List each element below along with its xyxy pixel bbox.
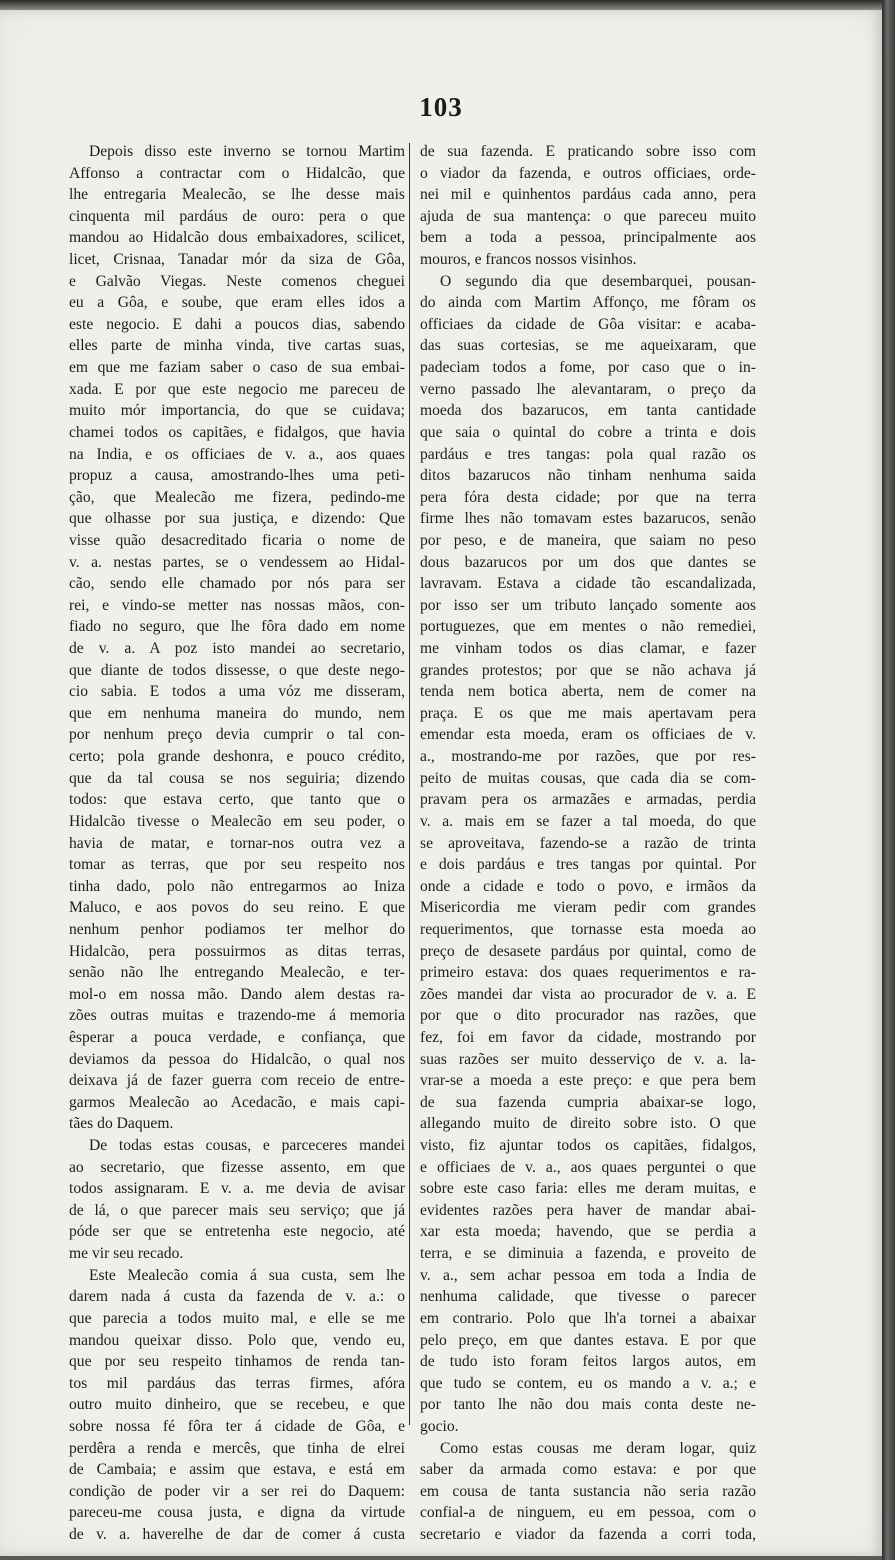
text-line: chamei todos os capitães, e fidalgos, que havia: [69, 423, 405, 441]
text-line: peito de muitas cousas, que cada dia se com-: [420, 769, 756, 787]
text-line: tinha dado, polo não entregarmos ao Iniza: [69, 877, 405, 895]
text-line: das suas cortesias, se me aqueixaram, que: [420, 337, 756, 355]
text-line: que em nenhuma maneira do mundo, nem: [69, 704, 405, 722]
text-line: secretario e viador da fazenda a corri toda,: [420, 1526, 756, 1543]
text-line: ção, que Mealecão me fizera, pedindo-me: [69, 488, 405, 506]
text-line: do ainda com Martim Affonço, me fôram os: [420, 294, 756, 312]
text-line: primeiro estava: dos quaes requerimentos e ra-: [420, 964, 756, 982]
text-line: deixava já de fazer guerra com receio de entre-: [69, 1072, 405, 1090]
text-line: visto, fiz ajuntar todos os capitães, fidalgos,: [420, 1137, 756, 1155]
column-divider: [409, 143, 410, 1425]
text-line: de sua fazenda. E praticando sobre isso com: [420, 143, 756, 160]
text-line: tães do Daquem.: [69, 1115, 174, 1133]
text-line: cinquenta mil pardáus de ouro: pera o que: [69, 207, 405, 225]
text-line: de lá, o que parecer mais seu serviço; que já: [69, 1201, 405, 1219]
text-line: havia de matar, e tornar-nos outra vez a: [69, 834, 405, 852]
text-line: Hidalcão, pera possuirmos as ditas terras,: [69, 942, 405, 960]
text-line: na India, e os officiaes de v. a., aos quaes: [69, 445, 405, 463]
text-line: darem nada á custa da fazenda de v. a.: o: [69, 1288, 405, 1306]
text-line: propuz a causa, amostrando-lhes uma peti-: [69, 467, 405, 485]
text-line: por tanto lhe não dou mais conta deste ne-: [420, 1396, 756, 1414]
text-line: em contrario. Polo que lh'a tornei a abaixar: [420, 1309, 756, 1327]
page-number: 103: [419, 92, 463, 122]
text-line: e Galvão Viegas. Neste comenos cheguei: [69, 272, 405, 290]
text-line: todos assignaram. E v. a. me devia de avisar: [69, 1180, 405, 1198]
text-line: allegando muito de direito sobre isto. O que: [420, 1115, 756, 1133]
text-line: fiado no seguro, que lhe fôra dado em nome: [69, 618, 405, 636]
text-line: ajuda de sua mantença: o que pareceu muito: [420, 207, 756, 225]
text-line: suas razões ser muito desserviço de v. a. la-: [420, 1050, 756, 1068]
text-line: grandes protestos; por que se não achava já: [420, 661, 756, 679]
text-line: pera fóra desta cidade; por que na terra: [420, 488, 756, 506]
text-line: que parecia a todos muito mal, e elle se me: [69, 1309, 405, 1327]
text-line: sobre nossa fé fôra ter á cidade de Gôa, e: [69, 1417, 405, 1435]
text-line: Depois disso este inverno se tornou Martim: [89, 143, 405, 160]
text-line: sobre este caso faria: elles me deram muitas, e: [420, 1180, 756, 1198]
text-line: êsperar a pouca verdade, e confiança, que: [69, 1028, 405, 1046]
text-line: pravam pera os armazães e armadas, perdia: [420, 791, 756, 809]
text-line: mouros, e francos nossos visinhos.: [420, 251, 637, 269]
text-line: que da tal cousa se nos seguiria; dizendo: [69, 769, 405, 787]
text-line: a., mostrando-me por razões, que por res-: [420, 748, 756, 766]
text-line: que olhasse por sua justiça, e dizendo: Que: [69, 510, 405, 528]
text-line: xar esta moeda; havendo, que se perdia a: [420, 1223, 756, 1241]
text-line: visse quão desacreditado ficaria o nome de: [69, 531, 405, 549]
text-line: terra, e se diminuia a fazenda, e proveito de: [420, 1245, 756, 1263]
text-line: em que me faziam saber o caso de sua embai-: [69, 359, 405, 377]
text-line: vrar-se a moeda a este preço: e que pera bem: [420, 1072, 756, 1090]
text-line: nenhuma calidade, que tivesse o parecer: [420, 1288, 756, 1306]
text-line: v. a. nestas partes, se o vendessem ao Hidal-: [69, 553, 405, 571]
text-line: mol-o em nossa mão. Dando alem destas ra-: [69, 985, 405, 1003]
text-line: saber da armada como estava: e por que: [420, 1461, 756, 1479]
text-line: se aproveitava, fazendo-se a razão de trinta: [420, 834, 756, 852]
text-line: padeciam todos a fome, por caso que o in-: [420, 359, 756, 377]
text-line: condição de poder vir a ser rei do Daquem:: [69, 1482, 405, 1500]
text-line: tenda nem botica aberta, nem de comer na: [420, 683, 756, 701]
text-line: Como estas cousas me deram logar, quiz: [440, 1439, 756, 1457]
text-line: tos mil pardáus das terras firmes, afóra: [69, 1374, 405, 1392]
text-line: v. a., sem achar pessoa em toda a India de: [420, 1266, 756, 1284]
text-line: Misericordia me vieram pedir com grandes: [420, 899, 756, 917]
text-line: requerimentos, que tornasse esta moeda ao: [420, 920, 756, 938]
text-line: bem a toda a pessoa, principalmente aos: [420, 229, 756, 247]
text-line: que tudo se contem, eu os mando a v. a.; e: [420, 1374, 756, 1392]
text-line: moeda dos bazarucos, em tanta cantidade: [420, 402, 756, 420]
text-line: v. a. mais em se fazer a tal moeda, do que: [420, 812, 756, 830]
text-line: cão, sendo elle chamado por nós para ser: [69, 575, 405, 593]
text-line: me vinham todos os dias clamar, e fazer: [420, 640, 756, 658]
text-line: pelo preço, em que dantes estava. E por que: [420, 1331, 756, 1349]
text-line: tomar as terras, que por seu respeito nos: [69, 856, 405, 874]
text-line: por nenhum preço devia cumprir o tal con-: [69, 726, 405, 744]
text-line: por que o dito procurador nas razões, que: [420, 1007, 756, 1025]
page-top-edge: [0, 0, 895, 10]
text-line: confial-a de ninguem, eu em pessoa, com o: [420, 1504, 756, 1522]
text-line: cio sabia. E todos a uma vóz me disseram,: [69, 683, 405, 701]
text-line: Maluco, e aos povos do seu reino. E que: [69, 899, 405, 917]
text-line: nenhum penhor podiamos ter melhor do: [69, 920, 405, 938]
text-line: praça. E os que me mais apertavam pera: [420, 704, 756, 722]
text-line: mandou ao Hidalcão dous embaixadores, scilicet,: [69, 229, 405, 247]
text-line: de sua fazenda cumpria abaixar-se logo,: [420, 1093, 756, 1111]
text-line: lhe entregaria Mealecão, se lhe desse mais: [69, 186, 405, 204]
page-right-edge: [882, 0, 895, 1560]
text-line: me vir seu recado.: [69, 1245, 184, 1263]
text-line: zões mandei dar vista ao procurador de v. a. E: [420, 985, 756, 1003]
text-line: que saia o quintal do cobre a trinta e dois: [420, 423, 756, 441]
text-line: pareceu-me cousa justa, e digna da virtude: [69, 1504, 405, 1522]
text-line: e officiaes de v. a., aos quaes perguntei o que: [420, 1158, 756, 1176]
text-line: ao secretario, que fizesse assento, em que: [69, 1158, 405, 1176]
text-line: mandou queixar disso. Polo que, vendo eu,: [69, 1331, 405, 1349]
text-line: evidentes razões pera haver de mandar abai-: [420, 1201, 756, 1219]
text-line: por isso ser um tributo lançado somente aos: [420, 596, 756, 614]
right-text-column: [420, 141, 756, 1546]
text-line: rei, e vindo-se metter nas nossas mãos, con-: [69, 596, 405, 614]
text-line: o viador da fazenda, e outros officiaes, orde-: [420, 164, 756, 182]
text-line: ditos bazarucos não tinham nenhuma saida: [420, 467, 756, 485]
text-line: Hidalcão tivesse o Mealecão em seu poder, o: [69, 812, 405, 830]
text-line: verno passado lhe alevantaram, o preço da: [420, 380, 756, 398]
text-line: pardáus e tres tangas: pola qual razão os: [420, 445, 756, 463]
text-line: xada. E por que este negocio me pareceu de: [69, 380, 405, 398]
text-line: Este Mealecão comia á sua custa, sem lhe: [89, 1266, 405, 1284]
text-line: dous bazarucos por um dos que dantes se: [420, 553, 756, 571]
text-line: que diante de todos dissesse, o que deste nego-: [69, 661, 405, 679]
text-line: De todas estas cousas, e parceceres mandei: [89, 1137, 405, 1155]
text-line: garmos Mealecão ao Acedacão, e mais capi-: [69, 1093, 405, 1111]
text-line: em cousa de tanta sustancia não seria razão: [420, 1482, 756, 1500]
text-line: zões outras muitas e trazendo-me á memoria: [69, 1007, 405, 1025]
text-line: nei mil e quinhentos pardáus cada anno, pera: [420, 186, 756, 204]
text-line: fez, foi em favor da cidade, mostrando por: [420, 1028, 756, 1046]
text-line: Affonso a contractar com o Hidalcão, que: [69, 164, 405, 182]
text-line: emendar esta moeda, eram os officiaes de v.: [420, 726, 756, 744]
text-line: que por seu respeito tinhamos de renda tan-: [69, 1353, 405, 1371]
text-line: outro muito dinheiro, que se recebeu, e que: [69, 1396, 405, 1414]
left-text-column: [69, 141, 405, 1546]
text-line: officiaes da cidade de Gôa visitar: e acaba-: [420, 315, 756, 333]
text-line: O segundo dia que desembarquei, pousan-: [440, 272, 756, 290]
text-line: todos: que estava certo, que tanto que o: [69, 791, 405, 809]
text-line: certo; pola grande deshonra, e pouco crédito,: [69, 748, 405, 766]
text-line: eu a Gôa, e soube, que eram elles idos a: [69, 294, 405, 312]
text-line: de tudo isto foram feitos largos autos, em: [420, 1353, 756, 1371]
text-line: de v. a. A poz isto mandei ao secretario,: [69, 640, 405, 658]
text-line: de Cambaia; e assim que estava, e está em: [69, 1461, 405, 1479]
text-line: firme lhes não tomavam estes bazarucos, senão: [420, 510, 756, 528]
text-line: muito mór importancia, do que se cuidava;: [69, 402, 405, 420]
text-line: deviamos da pessoa do Hidalcão, o qual nos: [69, 1050, 405, 1068]
text-line: perdêra a renda e mercês, que tinha de elrei: [69, 1439, 405, 1457]
text-line: licet, Crisnaa, Tanadar mór da siza de Gôa,: [69, 251, 405, 269]
text-line: e dois pardáus e tres tangas por quintal. Por: [420, 856, 756, 874]
text-line: póde ser que se entretenha este negocio, até: [69, 1223, 405, 1241]
text-line: de v. a. haverelhe de dar de comer á custa: [69, 1526, 405, 1543]
text-line: portuguezes, que em mentes o não remediei,: [420, 618, 756, 636]
text-line: por peso, e de maneira, que saiam no peso: [420, 531, 756, 549]
text-line: elles parte de minha vinda, tive cartas suas,: [69, 337, 405, 355]
text-line: onde a cidade e todo o povo, e irmãos da: [420, 877, 756, 895]
book-page: [0, 10, 882, 1556]
text-line: este negocio. E dahi a poucos dias, sabendo: [69, 315, 405, 333]
text-line: lavravam. Estava a cidade tão escandalizada,: [420, 575, 756, 593]
text-line: preço de desasete pardáus por quintal, como de: [420, 942, 756, 960]
text-line: senão não lhe entregando Mealecão, e ter-: [69, 964, 405, 982]
text-line: gocio.: [420, 1417, 459, 1435]
